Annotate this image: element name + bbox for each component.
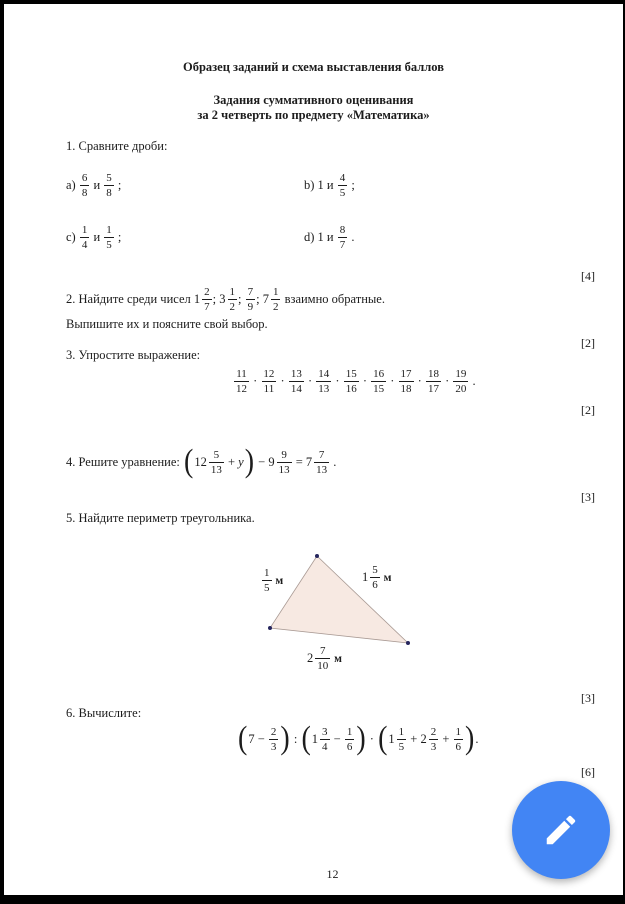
edit-fab-button[interactable] — [512, 781, 610, 879]
subtitle-line-1: Задания суммативного оценивания — [213, 93, 414, 107]
pencil-icon — [542, 811, 580, 849]
question-1-item-a: a) $\frac{6}{8}$ и $\frac{5}{8}$ ; — [66, 172, 122, 199]
document-subtitle — [4, 93, 623, 122]
question-1-score: [4] — [581, 269, 595, 283]
question-6-score: [6] — [581, 765, 595, 779]
triangle-side-right-label: 1 $\frac{5}{6}$ м — [362, 564, 392, 591]
triangle-vertex-top — [315, 554, 319, 558]
triangle-vertex-right — [406, 641, 410, 645]
triangle-side-left-label: $\frac{1}{5}$ м — [264, 567, 284, 594]
question-4-expression: 4. Решите уравнение: ( 12 $\frac{5}{13}$ + y ) − 9 $\frac{9}{13}$ = 7 $\frac{7}{13}$ . — [66, 443, 337, 480]
question-5-label: 5. Найдите периметр треугольника. — [66, 511, 255, 525]
page-number: 12 — [326, 867, 339, 881]
triangle-figure — [254, 544, 424, 659]
question-1-label: 1. Сравните дроби: — [66, 139, 168, 153]
question-1-item-c: c) $\frac{1}{4}$ и $\frac{1}{5}$ ; — [66, 224, 122, 251]
triangle-vertex-left — [268, 626, 272, 630]
triangle-side-bottom-label: 2 $\frac{7}{10}$ м — [307, 645, 342, 672]
question-3-expression: $\frac{11}{12}$ · $\frac{12}{11}$ · $\frac{13}{14}$ · $\frac{14}{13}$ · $\frac{15}{16}$ · $\frac{16}{15}$ · $\frac{17}{18}$ · $\frac{18}{17}$ · $\frac{19}{20}$ . — [236, 368, 476, 395]
document-title: Образец заданий и схема выставления баллов — [182, 60, 445, 74]
question-6-expression: ( 7 − $\frac{2}{3}$ ) : ( 1 $\frac{3}{4}$ − $\frac{1}{6}$ ) · ( 1 $\frac{1}{5}$ + 2 $\frac{2}{3}$ + $\frac{1}{6}$ ) . — [238, 720, 479, 757]
subtitle-line-2: за 2 четверть по предмету «Математика» — [197, 107, 430, 122]
question-6-label: 6. Вычислите: — [66, 706, 142, 720]
question-1-item-b: b) 1 и $\frac{4}{5}$ ; — [304, 172, 355, 199]
document-page — [4, 4, 623, 895]
question-1-item-d: d) 1 и $\frac{8}{7}$ . — [304, 224, 355, 251]
question-2-score: [2] — [581, 336, 595, 350]
question-2-text: 2. Найдите среди чисел 1 $\frac{2}{7}$ ; 3 $\frac{1}{2}$ ; $\frac{7}{9}$ ; 7 $\frac{1}{2}$ взаимно обратные. — [66, 286, 385, 313]
question-3-score: [2] — [581, 403, 595, 417]
question-5-score: [3] — [581, 691, 595, 705]
question-4-score: [3] — [581, 490, 595, 504]
question-2-text-line2: Выпишите их и поясните свой выбор. — [66, 317, 268, 331]
question-3-label: 3. Упростите выражение: — [66, 348, 201, 362]
